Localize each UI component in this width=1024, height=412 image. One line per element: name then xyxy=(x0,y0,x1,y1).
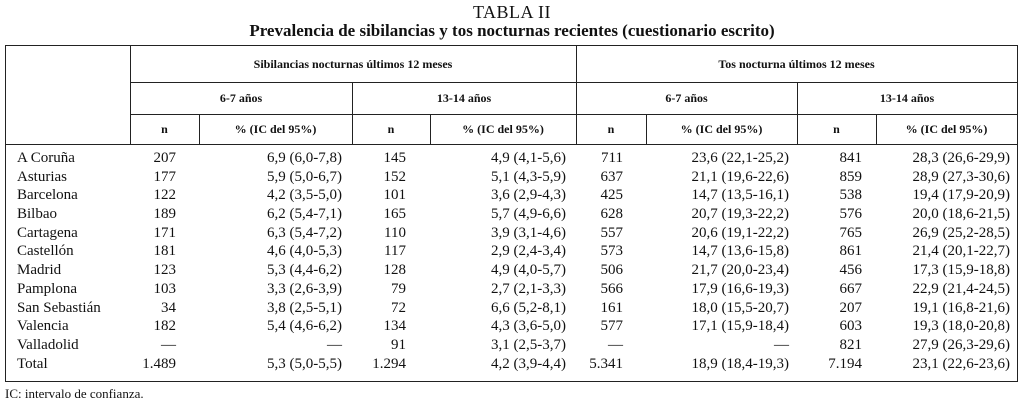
row-pct-value: 4,9 (4,0-5,7) xyxy=(491,262,566,279)
row-pct-value: 6,3 (5,4-7,2) xyxy=(267,224,342,241)
rule-header xyxy=(6,144,1017,145)
row-city: Valencia xyxy=(17,318,69,335)
row-n-value: 5.341 xyxy=(589,355,623,372)
row-n-value: 103 xyxy=(153,280,176,297)
row-n-value: 189 xyxy=(153,206,176,223)
row-n-value: 456 xyxy=(839,262,862,279)
row-n-value: 506 xyxy=(600,262,623,279)
table-row xyxy=(6,168,1017,187)
row-n-value: 637 xyxy=(600,168,623,185)
row-n-value: — xyxy=(608,336,623,353)
row-pct-value: 17,1 (15,9-18,4) xyxy=(691,318,789,335)
row-n-value: 79 xyxy=(391,280,406,297)
row-pct-value: 19,4 (17,9-20,9) xyxy=(912,187,1010,204)
row-n-value: 165 xyxy=(383,206,406,223)
row-pct-value: 3,9 (3,1-4,6) xyxy=(491,224,566,241)
row-n-value: 128 xyxy=(383,262,406,279)
row-n-value: 207 xyxy=(153,150,176,166)
table-row xyxy=(6,186,1017,205)
table-row xyxy=(6,317,1017,336)
table-body xyxy=(6,149,1017,373)
row-n-value: 711 xyxy=(601,150,623,166)
row-n-value: 861 xyxy=(839,243,862,260)
row-city: San Sebastián xyxy=(17,299,101,316)
row-n-value: 152 xyxy=(383,168,406,185)
row-pct-value: 5,1 (4,3-5,9) xyxy=(491,168,566,185)
row-pct-value: 3,8 (2,5-5,1) xyxy=(267,299,342,316)
row-pct-value: 21,4 (20,1-22,7) xyxy=(912,243,1010,260)
row-n-value: 425 xyxy=(600,187,623,204)
age-header: 13-14 años xyxy=(879,91,935,105)
row-pct-value: 20,7 (19,3-22,2) xyxy=(691,206,789,223)
row-city: Bilbao xyxy=(17,206,57,223)
row-n-value: 207 xyxy=(839,299,862,316)
rule-age xyxy=(130,114,1017,115)
row-n-value: 538 xyxy=(839,187,862,204)
row-pct-value: — xyxy=(774,336,789,353)
row-pct-value: 21,1 (19,6-22,6) xyxy=(691,168,789,185)
row-n-value: 134 xyxy=(383,318,406,335)
row-pct-value: 6,9 (6,0-7,8) xyxy=(267,150,342,166)
row-pct-value: 18,0 (15,5-20,7) xyxy=(691,299,789,316)
row-n-value: 573 xyxy=(600,243,623,260)
row-pct-value: 19,1 (16,8-21,6) xyxy=(912,299,1010,316)
table-row xyxy=(6,205,1017,224)
row-pct-value: 4,6 (4,0-5,3) xyxy=(267,243,342,260)
col-header-n: n xyxy=(607,122,615,136)
row-city: A Coruña xyxy=(17,150,75,166)
row-n-value: 101 xyxy=(383,187,406,204)
row-pct-value: 17,3 (15,9-18,8) xyxy=(912,262,1010,279)
table-row xyxy=(6,336,1017,355)
row-n-value: — xyxy=(161,336,176,353)
row-n-value: 821 xyxy=(839,336,862,353)
table-row xyxy=(6,149,1017,168)
row-pct-value: 4,2 (3,5-5,0) xyxy=(267,187,342,204)
table-title: TABLA II xyxy=(472,2,552,22)
row-n-value: 161 xyxy=(600,299,623,316)
footnote: IC: intervalo de confianza. xyxy=(5,386,144,401)
col-header-n: n xyxy=(833,122,840,136)
row-n-value: 566 xyxy=(600,280,623,297)
row-n-value: 1.489 xyxy=(142,355,176,372)
row-pct-value: — xyxy=(327,336,342,353)
row-pct-value: 6,2 (5,4-7,1) xyxy=(267,206,342,223)
row-n-value: 765 xyxy=(839,224,862,241)
age-header: 13-14 años xyxy=(436,91,492,105)
table-subtitle: Prevalencia de sibilancias y tos nocturnas recientes (cuestionario escrito) xyxy=(249,21,775,40)
row-pct-value: 14,7 (13,6-15,8) xyxy=(691,243,789,260)
row-pct-value: 23,6 (22,1-25,2) xyxy=(691,150,789,166)
row-pct-value: 5,4 (4,6-6,2) xyxy=(267,318,342,335)
table-row xyxy=(6,299,1017,318)
row-pct-value: 3,6 (2,9-4,3) xyxy=(491,187,566,204)
row-pct-value: 19,3 (18,0-20,8) xyxy=(912,318,1010,335)
row-pct-value: 3,3 (2,6-3,9) xyxy=(267,280,342,297)
row-n-value: 181 xyxy=(153,243,176,260)
row-n-value: 117 xyxy=(384,243,406,260)
row-pct-value: 20,6 (19,1-22,2) xyxy=(691,224,789,241)
row-city: Barcelona xyxy=(17,187,78,204)
row-n-value: 177 xyxy=(153,168,176,185)
row-n-value: 123 xyxy=(153,262,176,279)
row-n-value: 91 xyxy=(391,336,406,353)
row-n-value: 34 xyxy=(161,299,176,316)
row-pct-value: 18,9 (18,4-19,3) xyxy=(691,355,789,372)
row-city: Pamplona xyxy=(17,280,77,297)
row-n-value: 72 xyxy=(391,299,406,316)
age-header: 6-7 años xyxy=(219,91,263,105)
table-row xyxy=(6,261,1017,280)
col-header-n: n xyxy=(387,122,395,136)
col-header-n: n xyxy=(161,122,168,136)
row-pct-value: 6,6 (5,2-8,1) xyxy=(491,299,566,316)
row-pct-value: 5,3 (4,4-6,2) xyxy=(267,262,342,279)
row-city: Total xyxy=(17,355,48,372)
row-pct-value: 27,9 (26,3-29,6) xyxy=(912,336,1010,353)
col-header-pct: % (IC del 95%) xyxy=(905,122,988,136)
row-city: Castellón xyxy=(17,243,74,260)
row-pct-value: 21,7 (20,0-23,4) xyxy=(691,262,789,279)
col-header-pct: % (IC del 95%) xyxy=(234,122,317,136)
row-n-value: 122 xyxy=(153,187,176,204)
row-pct-value: 5,7 (4,9-6,6) xyxy=(491,206,566,223)
row-pct-value: 23,1 (22,6-23,6) xyxy=(912,355,1010,372)
row-n-value: 577 xyxy=(600,318,623,335)
row-pct-value: 4,3 (3,6-5,0) xyxy=(491,318,566,335)
row-n-value: 667 xyxy=(839,280,862,297)
row-n-value: 171 xyxy=(153,224,176,241)
col-header-pct: % (IC del 95%) xyxy=(462,122,544,136)
row-city: Cartagena xyxy=(17,224,78,241)
row-pct-value: 26,9 (25,2-28,5) xyxy=(912,224,1010,241)
row-n-value: 145 xyxy=(383,150,406,166)
group-header-sibilancias: Sibilancias nocturnas últimos 12 meses xyxy=(253,57,453,71)
row-n-value: 841 xyxy=(839,150,862,166)
col-header-pct: % (IC del 95%) xyxy=(680,122,763,136)
age-header: 6-7 años xyxy=(665,91,708,105)
row-pct-value: 2,9 (2,4-3,4) xyxy=(491,243,566,260)
row-n-value: 557 xyxy=(600,224,623,241)
row-pct-value: 3,1 (2,5-3,7) xyxy=(491,336,566,353)
table-row xyxy=(6,280,1017,299)
row-pct-value: 4,2 (3,9-4,4) xyxy=(491,355,566,372)
row-pct-value: 17,9 (16,6-19,3) xyxy=(691,280,789,297)
row-pct-value: 14,7 (13,5-16,1) xyxy=(691,187,789,204)
row-n-value: 110 xyxy=(384,224,406,241)
group-header-tos: Tos nocturna últimos 12 meses xyxy=(718,57,875,71)
row-pct-value: 5,3 (5,0-5,5) xyxy=(267,355,342,372)
row-n-value: 603 xyxy=(839,318,862,335)
row-n-value: 628 xyxy=(600,206,623,223)
data-table xyxy=(5,45,1018,382)
row-city: Asturias xyxy=(17,168,67,185)
row-n-value: 7.194 xyxy=(828,355,862,372)
rule-group xyxy=(130,82,1017,83)
row-city: Madrid xyxy=(17,262,62,279)
row-pct-value: 5,9 (5,0-6,7) xyxy=(267,168,342,185)
table-row xyxy=(6,224,1017,243)
row-n-value: 859 xyxy=(839,168,862,185)
row-n-value: 1.294 xyxy=(372,355,406,372)
row-n-value: 182 xyxy=(153,318,176,335)
row-pct-value: 4,9 (4,1-5,6) xyxy=(491,150,566,166)
row-city: Valladolid xyxy=(17,336,79,353)
row-pct-value: 20,0 (18,6-21,5) xyxy=(912,206,1010,223)
row-pct-value: 22,9 (21,4-24,5) xyxy=(912,280,1010,297)
row-pct-value: 2,7 (2,1-3,3) xyxy=(491,280,566,297)
table-row xyxy=(6,242,1017,261)
row-pct-value: 28,9 (27,3-30,6) xyxy=(912,168,1010,185)
table-row xyxy=(6,355,1017,374)
row-n-value: 576 xyxy=(839,206,862,223)
row-pct-value: 28,3 (26,6-29,9) xyxy=(912,150,1010,166)
